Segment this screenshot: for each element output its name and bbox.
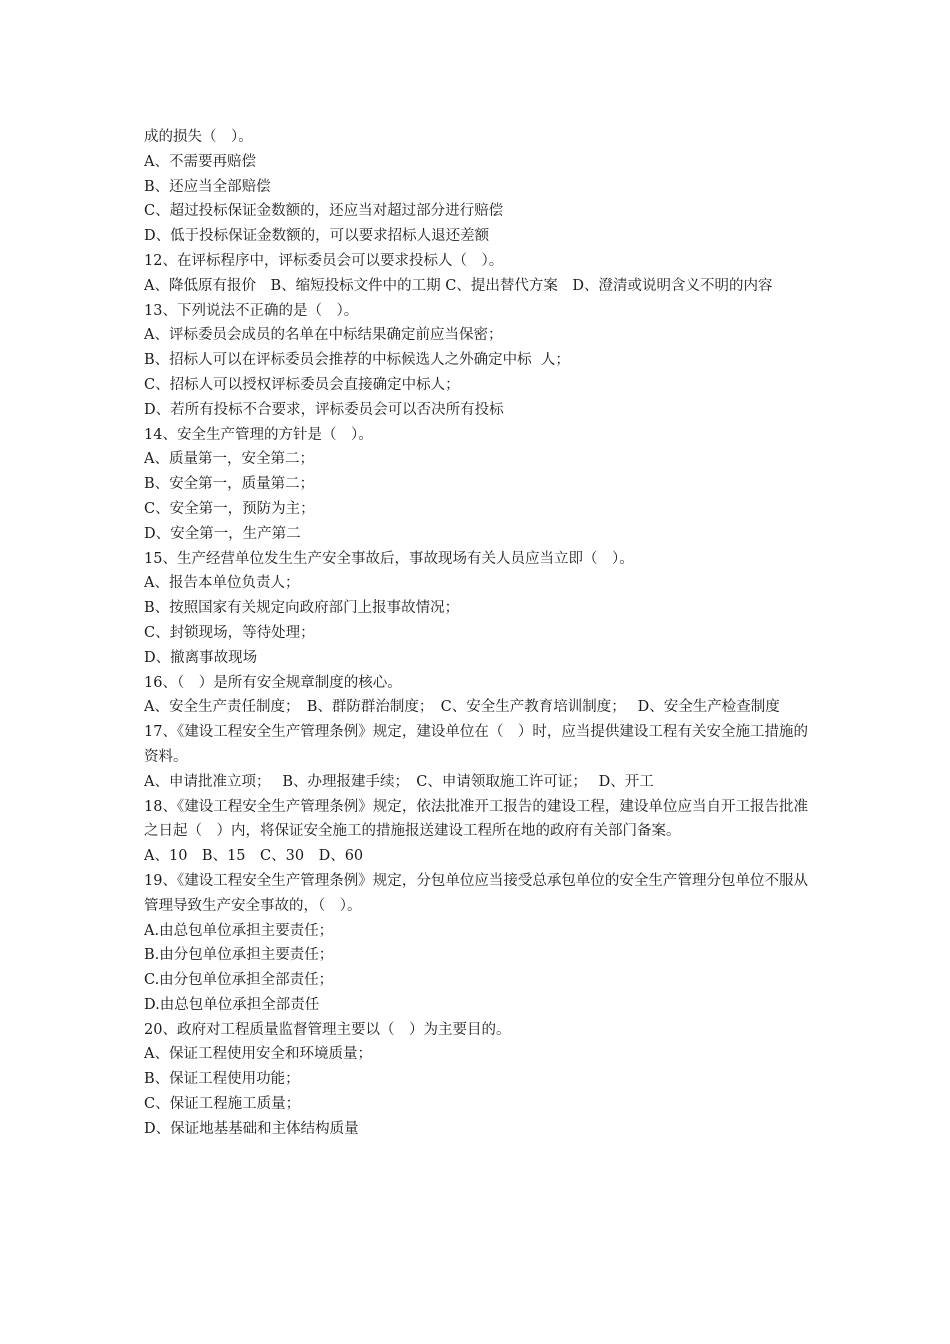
text-line: A、保证工程使用安全和环境质量； [144, 1046, 372, 1063]
text-line: A.由总包单位承担主要责任； [144, 922, 334, 939]
text-line: A、降低原有报价 B、缩短投标文件中的工期 C、提出替代方案 D、澄清或说明含义不明的内容 [144, 277, 773, 294]
question-19: 19、《建设工程安全生产管理条例》规定，分包单位应当接受总承包单位的安全生产管理分包单位不服从管理导致生产安全事故的，（ ）。 [144, 872, 808, 914]
text-line: A、申请批准立项； B、办理报建手续； C、申请领取施工许可证； D、开工 [144, 773, 654, 790]
text-line: C.由分包单位承担全部责任； [144, 972, 334, 989]
question-14: 14、安全生产管理的方针是（ ）。 [144, 426, 373, 443]
text-line: 成的损失（ ）。 [144, 129, 253, 145]
text-line: C、招标人可以授权评标委员会直接确定中标人； [144, 376, 460, 393]
document-body [144, 125, 808, 1142]
text-line: D、若所有投标不合要求，评标委员会可以否决所有投标 [144, 401, 504, 418]
text-line: A、10 B、15 C、30 D、60 [144, 848, 364, 865]
text-line: B、保证工程使用功能； [144, 1071, 300, 1088]
text-line: B、还应当全部赔偿 [144, 178, 271, 195]
text-line: A、报告本单位负责人； [144, 575, 300, 592]
question-13: 13、下列说法不正确的是（ ）。 [144, 302, 359, 319]
text-line: D、保证地基基础和主体结构质量 [144, 1120, 359, 1137]
question-20: 20、政府对工程质量监督管理主要以（ ）为主要目的。 [144, 1021, 511, 1038]
text-line: C、安全第一，预防为主； [144, 500, 315, 517]
question-17: 17、《建设工程安全生产管理条例》规定，建设单位在（ ）时，应当提供建设工程有关安全施工措施的资料。 [144, 724, 808, 765]
question-18: 18、《建设工程安全生产管理条例》规定，依法批准开工报告的建设工程，建设单位应当自开工报告批准之日起（ ）内，将保证安全施工的措施报送建设工程所在地的政府有关部门备案。 [144, 798, 808, 840]
text-line: D.由总包单位承担全部责任 [144, 996, 320, 1013]
text-line: B、安全第一，质量第二； [144, 476, 315, 493]
text-line: C、超过投标保证金数额的，还应当对超过部分进行赔偿 [144, 203, 504, 220]
text-line: C、保证工程施工质量； [144, 1096, 301, 1113]
text-line: C、封锁现场，等待处理； [144, 624, 315, 641]
text-line: B、按照国家有关规定向政府部门上报事故情况； [144, 600, 460, 617]
question-15: 15、生产经营单位发生生产安全事故后，事故现场有关人员应当立即（ ）。 [144, 550, 634, 567]
text-line: D、撤离事故现场 [144, 649, 258, 666]
text-line: A、评标委员会成员的名单在中标结果确定前应当保密； [144, 327, 503, 344]
text-line: A、不需要再赔偿 [144, 153, 256, 170]
question-16: 16、（ ）是所有安全规章制度的核心。 [144, 674, 402, 691]
text-line: B.由分包单位承担主要责任； [144, 947, 334, 964]
text-line: D、低于投标保证金数额的，可以要求招标人退还差额 [144, 228, 490, 245]
text-line: A、安全生产责任制度； B、群防群治制度； C、安全生产教育培训制度； D、安全生产检查制度 [144, 699, 780, 716]
text-line: D、安全第一，生产第二 [144, 525, 301, 542]
question-12: 12、在评标程序中，评标委员会可以要求投标人（ ）。 [144, 252, 504, 269]
text-line: B、招标人可以在评标委员会推荐的中标候选人之外确定中标 人； [144, 352, 570, 369]
text-line: A、质量第一，安全第二； [144, 451, 314, 468]
